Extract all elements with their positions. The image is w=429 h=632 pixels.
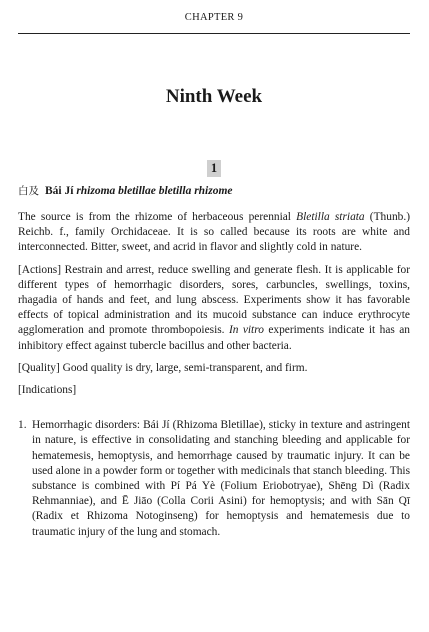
entry-chinese-name: 白及 xyxy=(18,185,39,197)
list-item xyxy=(18,418,410,540)
indications-heading: [Indications] xyxy=(18,384,77,397)
entry-heading xyxy=(18,184,410,199)
entry-latin-name: rhizoma bletillae bletilla rhizome xyxy=(76,185,233,197)
quality-label: [Quality] xyxy=(18,361,60,374)
list-marker: 1. xyxy=(18,419,27,432)
running-head: CHAPTER 9 xyxy=(184,12,244,23)
source-paragraph: The source is from the rhizome of herbaceous perennial Bletilla striata (Thunb.) Reichb. f., family Orchidaceae. It is so called because its roots are white and interconnected. Bitter, sweet, and acrid in flavor and slightly cold in nature. xyxy=(18,211,410,254)
actions-label: [Actions] xyxy=(18,263,62,276)
entry-pinyin-name: Bái Jí xyxy=(45,185,74,197)
actions-paragraph: [Actions] Restrain and arrest, reduce swelling and generate flesh. It is applicable for different types of hemorrhagic disorders, sores, carbuncles, swellings, toxins, rhagadia of hands and feet, and lung abscess. Experiments show it has favorable effects of topical administration and its mucoid substance can induce erythrocyte agglomeration and promote thrombopoiesis. In vitro experiments indicate it has an inhibitory effect against tubercle bacillus and other bacteria. xyxy=(18,263,410,352)
in-vitro-term: In vitro xyxy=(228,324,264,337)
indications-list xyxy=(18,418,410,540)
species-name: Bletilla striata xyxy=(296,211,365,223)
header-rule xyxy=(18,33,410,34)
list-item-text: Hemorrhagic disorders: Bái Jí (Rhizoma Bletillae), sticky in texture and astringent in nature, is effective in consolidating and stanching bleeding and applicable for hematemesis, hemoptysis, and hemorrhage caused by traumatic injury. It can be used alone in a powder form or together with medicinals that stanch bleeding. This substance is combined with Pí Pá Yè (Folium Eriobotryae), Shēng Dì (Radix Rehmanniae), and Ē Jiāo (Colla Corii Asini) for hemoptysis; and with Sān Qī (Radix et Rhizoma Notoginseng) for hemoptysis and hematemesis due to traumatic injury of the lung and stomach. xyxy=(32,419,410,538)
entry-number-wrap xyxy=(18,159,410,177)
quality-paragraph: [Quality] Good quality is dry, large, semi-transparent, and firm. xyxy=(18,361,308,374)
spacer xyxy=(18,398,410,418)
entry-number-badge: 1 xyxy=(207,160,221,177)
book-page xyxy=(18,0,410,632)
week-title: Ninth Week xyxy=(165,86,263,107)
